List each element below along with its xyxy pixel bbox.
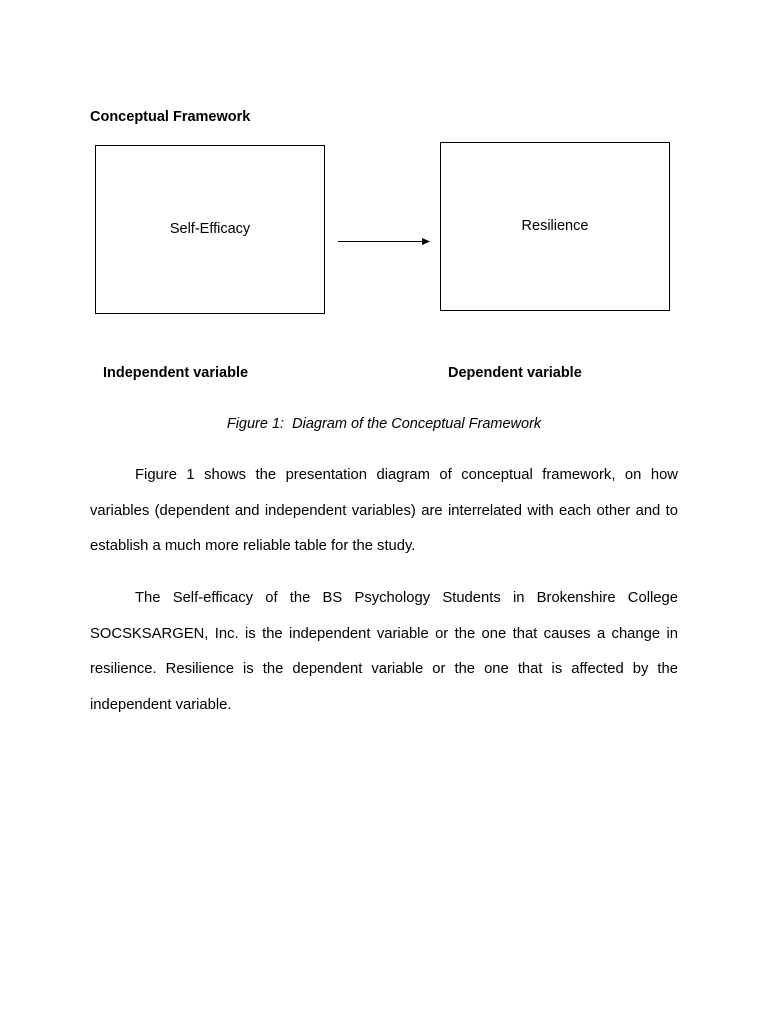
dependent-variable-box bbox=[440, 142, 670, 311]
independent-variable-box-label: Self-Efficacy bbox=[169, 221, 251, 237]
body-paragraph-2: The Self-efficacy of the BS Psychology Students in Brokenshire College SOCSKSARGEN, Inc. is the independent variable or the one that causes a change in resilience. Resilience is the dependent variable or the one that is affected by the independent variable. bbox=[90, 590, 678, 713]
arrow-right-icon bbox=[338, 235, 432, 249]
dependent-variable-label: Dependent variable bbox=[448, 365, 582, 381]
figure-caption: Figure 1: Diagram of the Conceptual Framework bbox=[226, 416, 542, 432]
independent-variable-label: Independent variable bbox=[103, 365, 249, 381]
section-title: Conceptual Framework bbox=[90, 109, 251, 125]
independent-variable-box bbox=[95, 145, 325, 314]
body-paragraph-1: Figure 1 shows the presentation diagram of conceptual framework, on how variables (dependent and independent variables) are interrelated with each other and to establish a much more reliable table for the study. bbox=[90, 467, 678, 554]
dependent-variable-box-label: Resilience bbox=[521, 218, 589, 234]
